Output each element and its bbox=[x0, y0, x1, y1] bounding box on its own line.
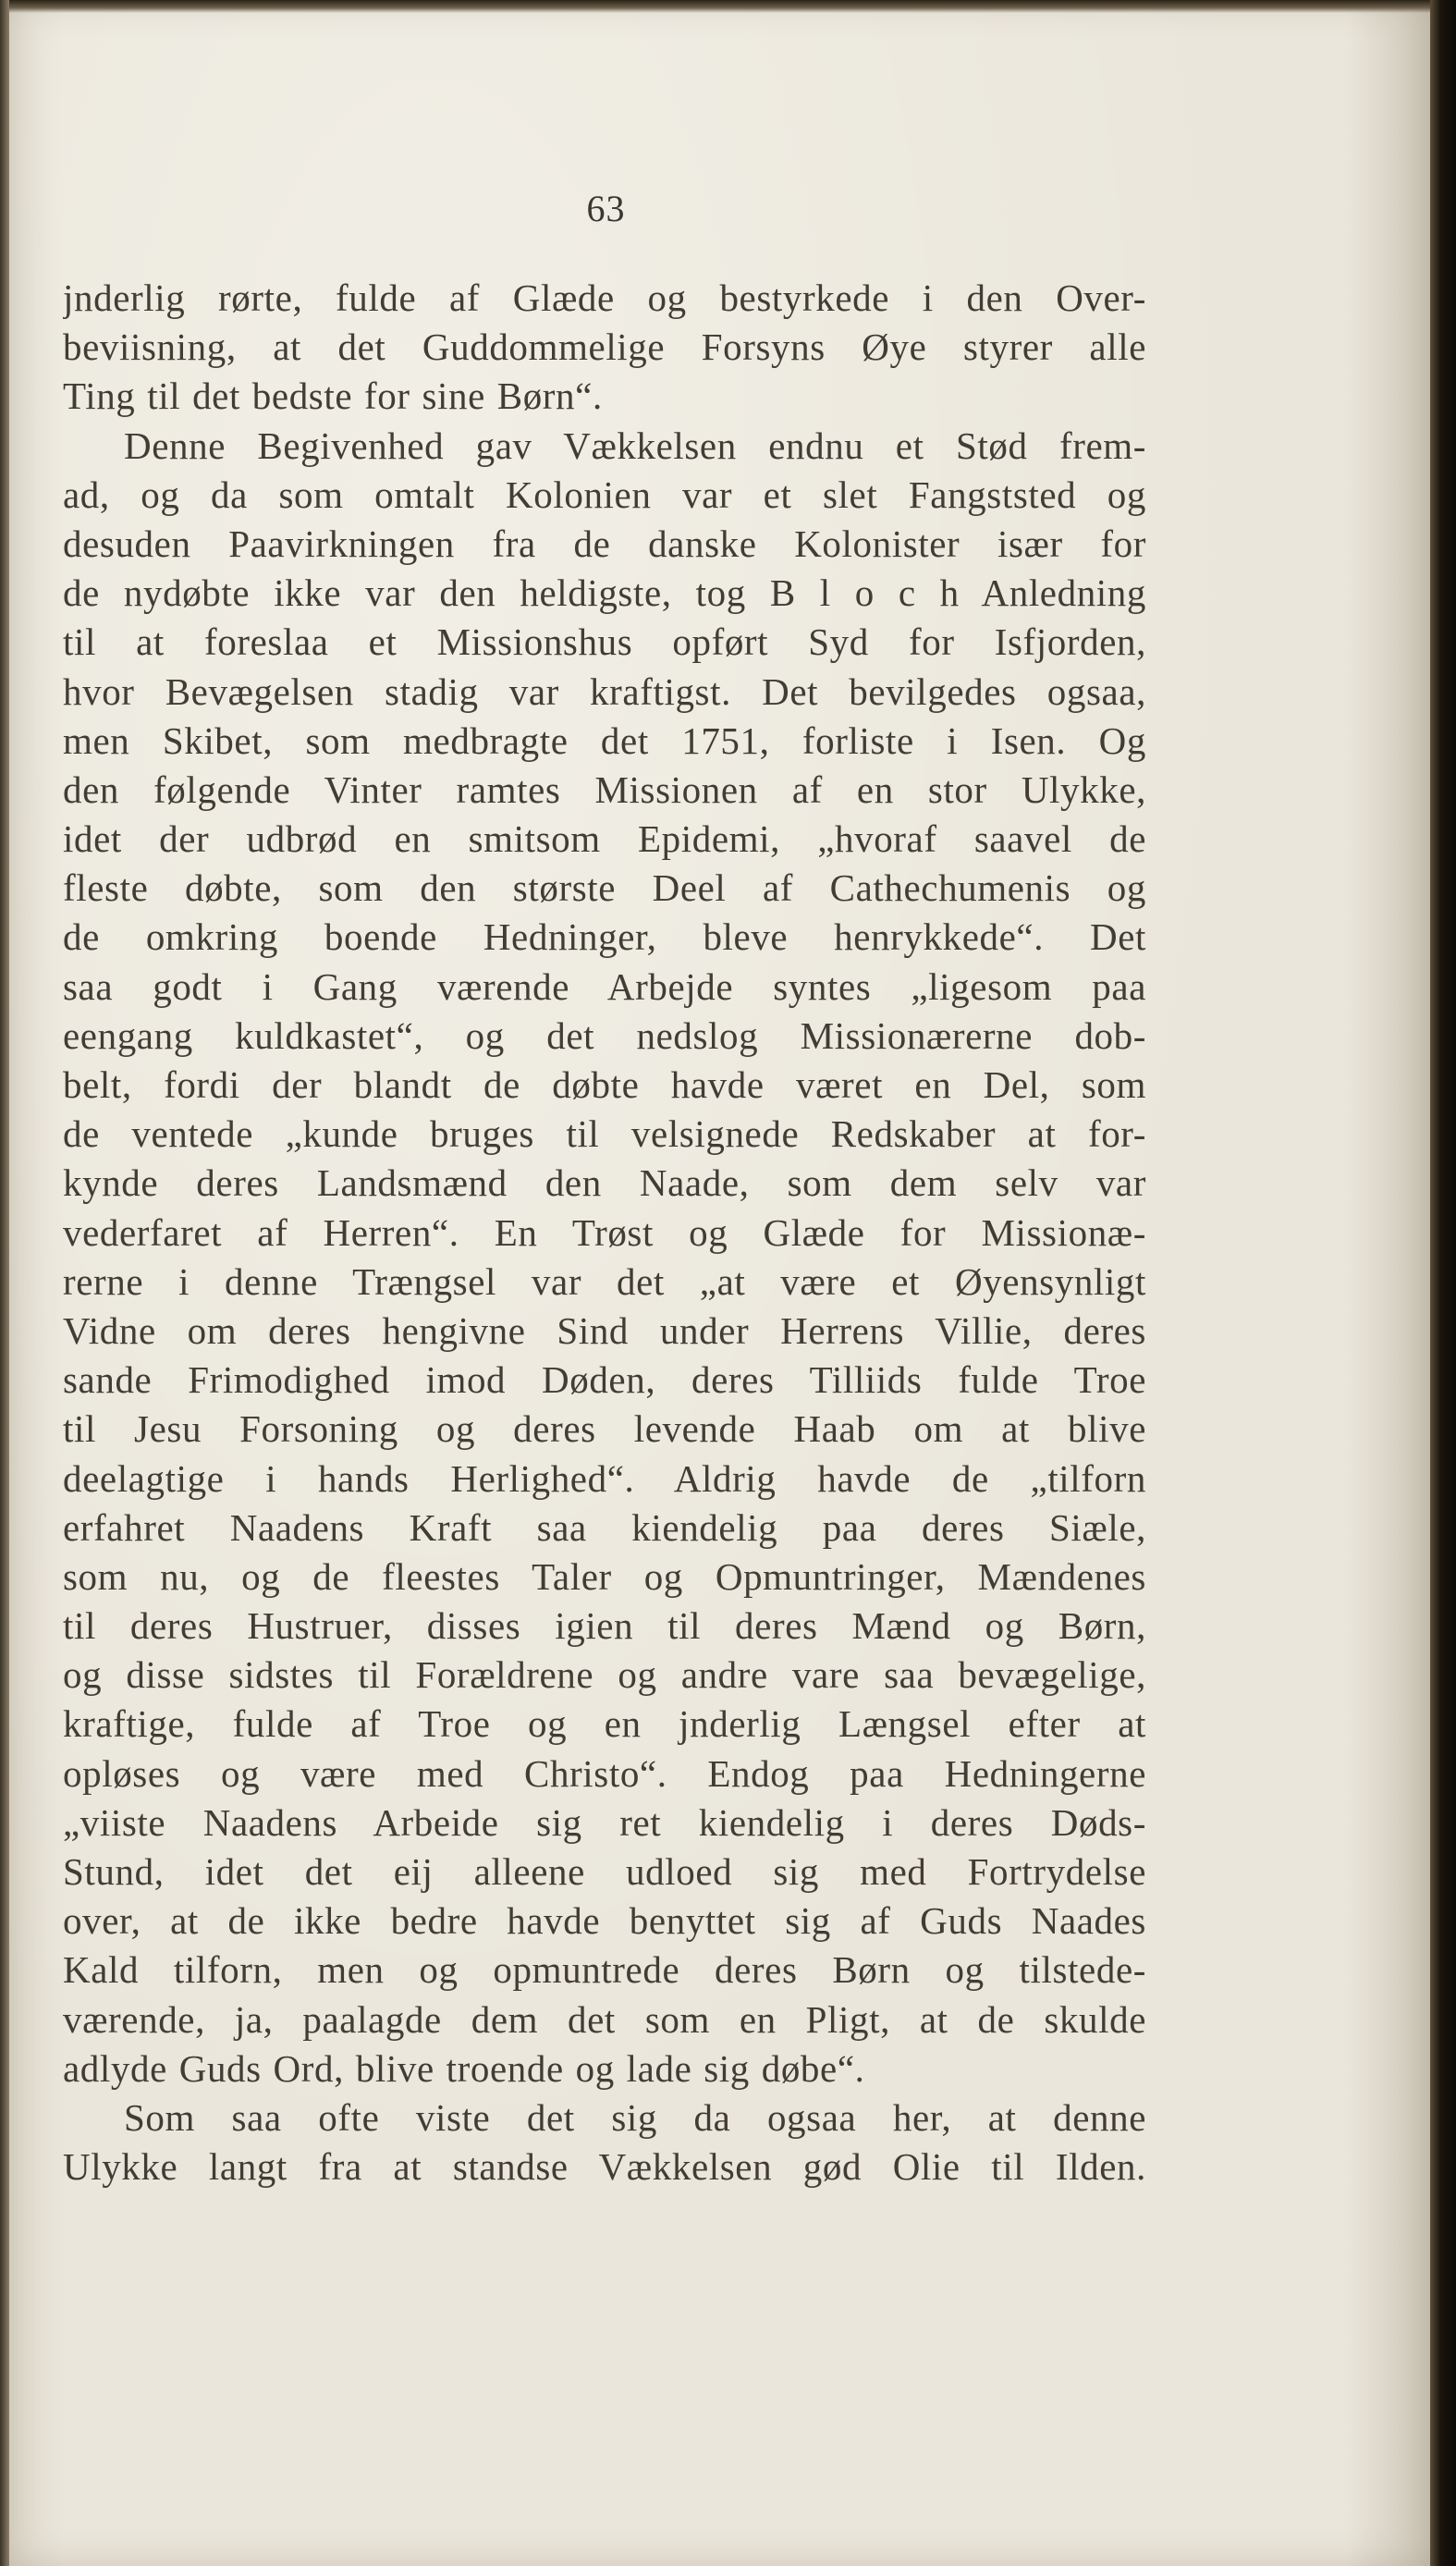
text-line: Denne Begivenhed gav Vækkelsen endnu et Stød frem- bbox=[124, 424, 1146, 467]
scan-left-edge bbox=[0, 0, 9, 2566]
text-line: som nu, og de fleestes Taler og Opmuntringer, Mændenes bbox=[63, 1554, 1146, 1598]
text-line: Vidne om deres hengivne Sind under Herrens Villie, deres bbox=[63, 1308, 1146, 1352]
text-line: de omkring boende Hedninger, bleve henrykkede“. Det bbox=[63, 915, 1146, 959]
text-line: og disse sidstes til Forældrene og andre vare saa bevægelige, bbox=[63, 1653, 1146, 1697]
text-line: belt, fordi der blandt de døbte havde været en Del, som bbox=[63, 1063, 1146, 1106]
scan-top-edge bbox=[0, 0, 1456, 13]
text-line: idet der udbrød en smitsom Epidemi, „hvoraf saavel de bbox=[63, 817, 1146, 861]
text-line: beviisning, at det Guddommelige Forsyns Øye styrer alle bbox=[63, 325, 1146, 369]
text-line: rerne i denne Trængsel var det „at være et Øyensynligt bbox=[63, 1259, 1146, 1303]
text-line: deelagtige i hands Herlighed“. Aldrig havde de „tilforn bbox=[63, 1456, 1146, 1500]
text-line: eengang kuldkastet“, og det nedslog Missionærerne dob- bbox=[63, 1013, 1146, 1057]
text-line: fleste døbte, som den største Deel af Cathechumenis og bbox=[63, 866, 1146, 910]
text-line: sande Frimodighed imod Døden, deres Tilliids fulde Troe bbox=[63, 1358, 1146, 1402]
text-line: Kald tilforn, men og opmuntrede deres Børn og tilstede- bbox=[63, 1948, 1146, 1992]
text-line: adlyde Guds Ord, blive troende og lade sig døbe“. bbox=[63, 2046, 865, 2090]
text-line: vederfaret af Herren“. En Trøst og Glæde for Missionæ- bbox=[63, 1210, 1146, 1254]
text-line: over, at de ikke bedre havde benyttet sig af Guds Naades bbox=[63, 1899, 1146, 1943]
text-line: til deres Hustruer, disses igien til deres Mænd og Børn, bbox=[63, 1604, 1146, 1648]
text-line: opløses og være med Christo“. Endog paa Hedningerne bbox=[63, 1751, 1146, 1795]
page-number: 63 bbox=[586, 188, 626, 229]
text-line: men Skibet, som medbragte det 1751, forliste i Isen. Og bbox=[63, 718, 1146, 762]
text-line: de nydøbte ikke var den heldigste, tog B l o c h Anledning bbox=[63, 571, 1146, 615]
text-line: Ulykke langt fra at standse Vækkelsen gød Olie til Ilden. bbox=[63, 2145, 1146, 2189]
text-line: jnderlig rørte, fulde af Glæde og bestyrkede i den Over- bbox=[63, 276, 1146, 319]
scan-right-edge bbox=[1430, 0, 1456, 2566]
text-line: kraftige, fulde af Troe og en jnderlig Længsel efter at bbox=[63, 1702, 1146, 1746]
text-line: ad, og da som omtalt Kolonien var et slet Fangststed og bbox=[63, 473, 1146, 516]
text-line: erfahret Naadens Kraft saa kiendelig paa deres Siæle, bbox=[63, 1505, 1146, 1549]
text-line: Stund, idet det eij alleene udloed sig med Fortrydelse bbox=[63, 1850, 1146, 1893]
text-line: hvor Bevægelsen stadig var kraftigst. Det bevilgedes ogsaa, bbox=[63, 669, 1146, 713]
text-line: værende, ja, paalagde dem det som en Pligt, at de skulde bbox=[63, 1997, 1146, 2041]
text-line: „viiste Naadens Arbeide sig ret kiendelig i deres Døds- bbox=[63, 1800, 1146, 1844]
text-line: til at foreslaa et Missionshus opført Syd for Isfjorden, bbox=[63, 620, 1146, 664]
text-line: de ventede „kunde bruges til velsignede Redskaber at for- bbox=[63, 1112, 1146, 1156]
text-line: desuden Paavirkningen fra de danske Kolonister især for bbox=[63, 522, 1146, 565]
text-line: kynde deres Landsmænd den Naade, som dem selv var bbox=[63, 1161, 1146, 1205]
text-line: Ting til det bedste for sine Børn“. bbox=[63, 374, 603, 418]
text-line: til Jesu Forsoning og deres levende Haab om at blive bbox=[63, 1407, 1146, 1451]
body-text bbox=[63, 274, 1146, 2192]
text-line: Som saa ofte viste det sig da ogsaa her, at denne bbox=[124, 2095, 1146, 2139]
text-line: saa godt i Gang værende Arbejde syntes „ligesom paa bbox=[63, 964, 1146, 1008]
text-line: den følgende Vinter ramtes Missionen af en stor Ulykke, bbox=[63, 767, 1146, 811]
book-page bbox=[7, 0, 1431, 2566]
